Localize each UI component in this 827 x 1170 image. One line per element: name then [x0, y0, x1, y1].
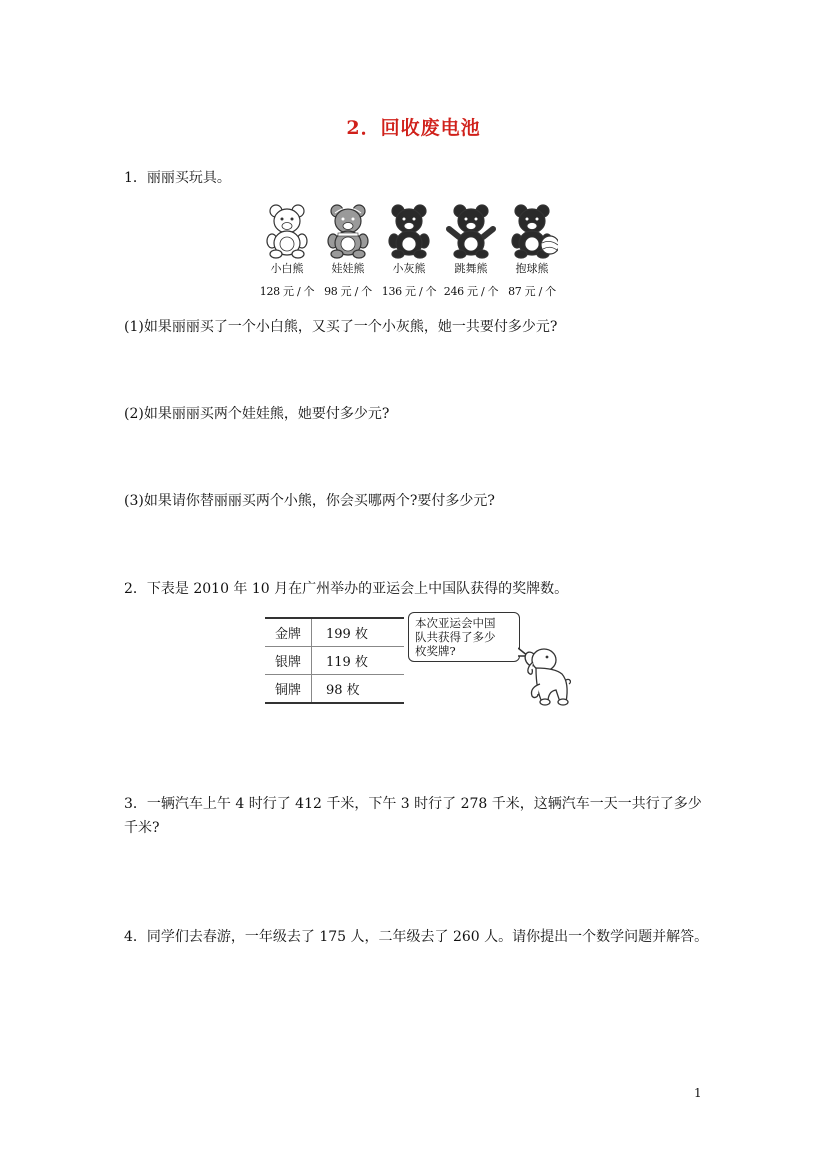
bear-price: 246 元 / 个	[443, 285, 499, 298]
bear-item	[257, 203, 317, 299]
medal-type: 银牌	[265, 647, 312, 675]
page-number: 1	[694, 1086, 702, 1100]
white-bear-icon	[261, 203, 313, 259]
bear-name: 跳舞熊	[454, 262, 488, 275]
medal-count: 98 枚	[326, 683, 360, 698]
question-1-stem: 1．丽丽买玩具。	[124, 170, 231, 186]
dancing-bear-icon	[445, 203, 497, 259]
bubble-line: 枚奖牌?	[415, 644, 456, 658]
bear-name: 小灰熊	[392, 262, 426, 275]
bear-item	[318, 203, 378, 299]
doll-bear-icon	[322, 203, 374, 259]
bear-item	[502, 203, 562, 299]
elephant-icon	[518, 636, 574, 716]
bear-price: 98 元 / 个	[324, 285, 372, 298]
table-row	[265, 618, 404, 647]
bear-name: 小白熊	[270, 262, 304, 275]
gray-bear-icon	[383, 203, 435, 259]
medal-type: 金牌	[265, 618, 312, 647]
question-1-part-1: (1)如果丽丽买了一个小白熊，又买了一个小灰熊，她一共要付多少元?	[124, 319, 558, 335]
bear-name: 娃娃熊	[331, 262, 365, 275]
medal-table	[265, 617, 404, 704]
question-4-stem: 4．同学们去春游，一年级去了 175 人，二年级去了 260 人。请你提出一个数学问题并解答。	[124, 929, 709, 945]
bear-name: 抱球熊	[515, 262, 549, 275]
page-title: 2．回收废电池	[346, 117, 481, 139]
table-row	[265, 675, 404, 704]
medal-type: 铜牌	[265, 675, 312, 704]
question-3-line-1: 3．一辆汽车上午 4 时行了 412 千米，下午 3 时行了 278 千米，这辆汽车一天一共行了多少	[124, 796, 702, 812]
bear-price: 87 元 / 个	[508, 285, 556, 298]
bubble-line: 本次亚运会中国	[415, 616, 496, 630]
question-1-part-3: (3)如果请你替丽丽买两个小熊，你会买哪两个?要付多少元?	[124, 493, 495, 509]
bear-price: 136 元 / 个	[381, 285, 437, 298]
medal-count: 119 枚	[312, 647, 405, 675]
question-1-part-2: (2)如果丽丽买两个娃娃熊，她要付多少元?	[124, 406, 390, 422]
medal-count: 199 枚	[312, 618, 405, 647]
speech-bubble	[408, 612, 520, 662]
bear-item	[441, 203, 501, 299]
ball-bear-icon	[506, 203, 558, 259]
table-row	[265, 647, 404, 675]
bear-item	[379, 203, 439, 299]
bear-price: 128 元 / 个	[259, 285, 315, 298]
question-2-stem: 2．下表是 2010 年 10 月在广州举办的亚运会上中国队获得的奖牌数。	[124, 581, 569, 597]
question-3-line-2: 千米?	[124, 820, 160, 836]
bubble-line: 队共获得了多少	[415, 630, 496, 644]
bear-price-row	[257, 203, 567, 303]
